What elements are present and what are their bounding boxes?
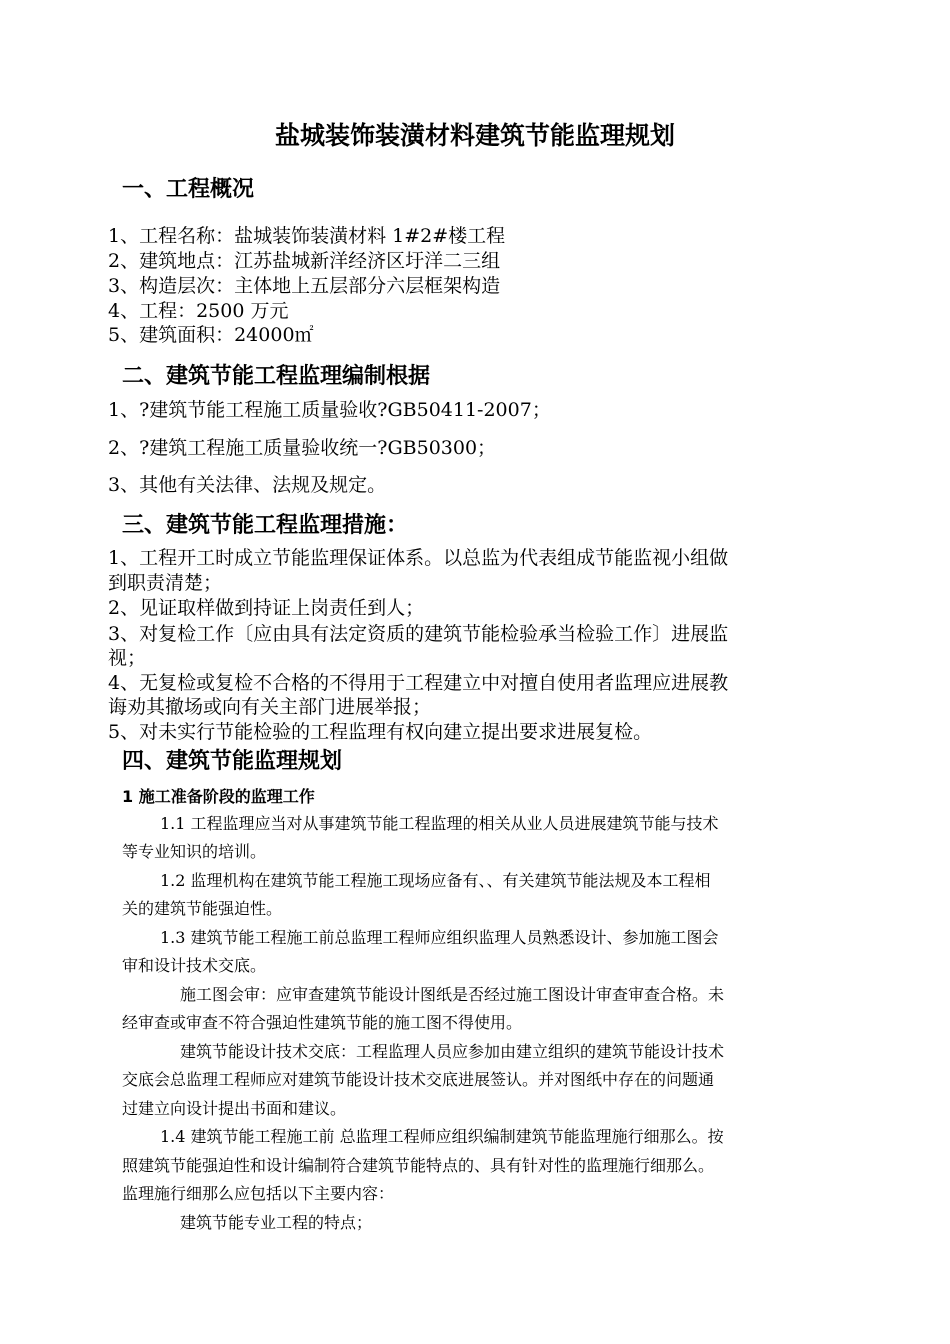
s1-item-4: 4、工程：2500 万元 bbox=[108, 300, 289, 322]
s3-line-2: 到职责清楚； bbox=[108, 572, 223, 594]
s4-line-6: 审和设计技术交底。 bbox=[122, 956, 267, 975]
section-2-heading: 二、建筑节能工程监理编制根据 bbox=[122, 364, 431, 389]
section-1-heading: 一、工程概况 bbox=[122, 177, 255, 202]
s4-line-13: 照建筑节能强迫性和设计编制符合建筑节能特点的、具有针对性的监理施行细那么。 bbox=[122, 1156, 715, 1175]
s4-line-4: 关的建筑节能强迫性。 bbox=[122, 899, 283, 918]
s4-line-8: 经审查或审查不符合强迫性建筑节能的施工图不得使用。 bbox=[122, 1013, 523, 1032]
s4-line-3: 1.2 监理机构在建筑节能工程施工现场应备有、、有关建筑节能法规及本工程相 bbox=[160, 871, 711, 890]
s3-line-3: 2、见证取样做到持证上岗责任到人； bbox=[108, 597, 425, 619]
s1-item-5: 5、建筑面积：24000㎡ bbox=[108, 324, 314, 346]
s2-item-1: 1、?建筑节能工程施工质量验收?GB50411-2007； bbox=[108, 399, 551, 421]
s4-subheading: 1 施工准备阶段的监理工作 bbox=[122, 787, 315, 806]
document-title: 盐城装饰装潢材料建筑节能监理规划 bbox=[274, 121, 675, 150]
s4-line-15: 建筑节能专业工程的特点； bbox=[180, 1213, 373, 1232]
s4-line-10: 交底会总监理工程师应对建筑节能设计技术交底进展签认。并对图纸中存在的问题通 bbox=[122, 1070, 715, 1089]
s4-line-7: 施工图会审：应审查建筑节能设计图纸是否经过施工图设计审查审查合格。未 bbox=[180, 985, 725, 1004]
s1-item-2: 2、建筑地点：江苏盐城新洋经济区圩洋二三组 bbox=[108, 250, 501, 272]
s4-line-14: 监理施行细那么应包括以下主要内容： bbox=[122, 1184, 395, 1203]
s4-line-12: 1.4 建筑节能工程施工前 总监理工程师应组织编制建筑节能监理施行细那么。按 bbox=[160, 1127, 724, 1146]
s4-line-2: 等专业知识的培训。 bbox=[122, 842, 267, 861]
s3-line-7: 诲劝其撤场或向有关主部门进展举报； bbox=[108, 696, 432, 718]
section-4-heading: 四、建筑节能监理规划 bbox=[122, 749, 343, 774]
s1-item-1: 1、工程名称：盐城装饰装潢材料 1#2#楼工程 bbox=[108, 225, 506, 247]
s4-line-9: 建筑节能设计技术交底：工程监理人员应参加由建立组织的建筑节能设计技术 bbox=[180, 1042, 725, 1061]
section-3-heading: 三、建筑节能工程监理措施： bbox=[122, 513, 409, 538]
s3-line-5: 视； bbox=[108, 647, 147, 669]
s3-line-8: 5、对未实行节能检验的工程监理有权向建立提出要求进展复检。 bbox=[108, 721, 653, 743]
s3-line-4: 3、对复检工作〔应由具有法定资质的建筑节能检验承当检验工作〕进展监 bbox=[108, 623, 729, 645]
s2-item-3: 3、其他有关法律、法规及规定。 bbox=[108, 474, 387, 496]
s4-line-5: 1.3 建筑节能工程施工前总监理工程师应组织监理人员熟悉设计、参加施工图会 bbox=[160, 928, 719, 947]
s3-line-6: 4、无复检或复检不合格的不得用于工程建立中对擅自使用者监理应进展教 bbox=[108, 672, 729, 694]
s3-line-1: 1、工程开工时成立节能监理保证体系。以总监为代表组成节能监视小组做 bbox=[108, 547, 729, 569]
s4-line-11: 过建立向设计提出书面和建议。 bbox=[122, 1099, 347, 1118]
s1-item-3: 3、构造层次：主体地上五层部分六层框架构造 bbox=[108, 275, 501, 297]
s4-line-1: 1.1 工程监理应当对从事建筑节能工程监理的相关从业人员进展建筑节能与技术 bbox=[160, 814, 719, 833]
s2-item-2: 2、?建筑工程施工质量验收统一?GB50300； bbox=[108, 437, 497, 459]
